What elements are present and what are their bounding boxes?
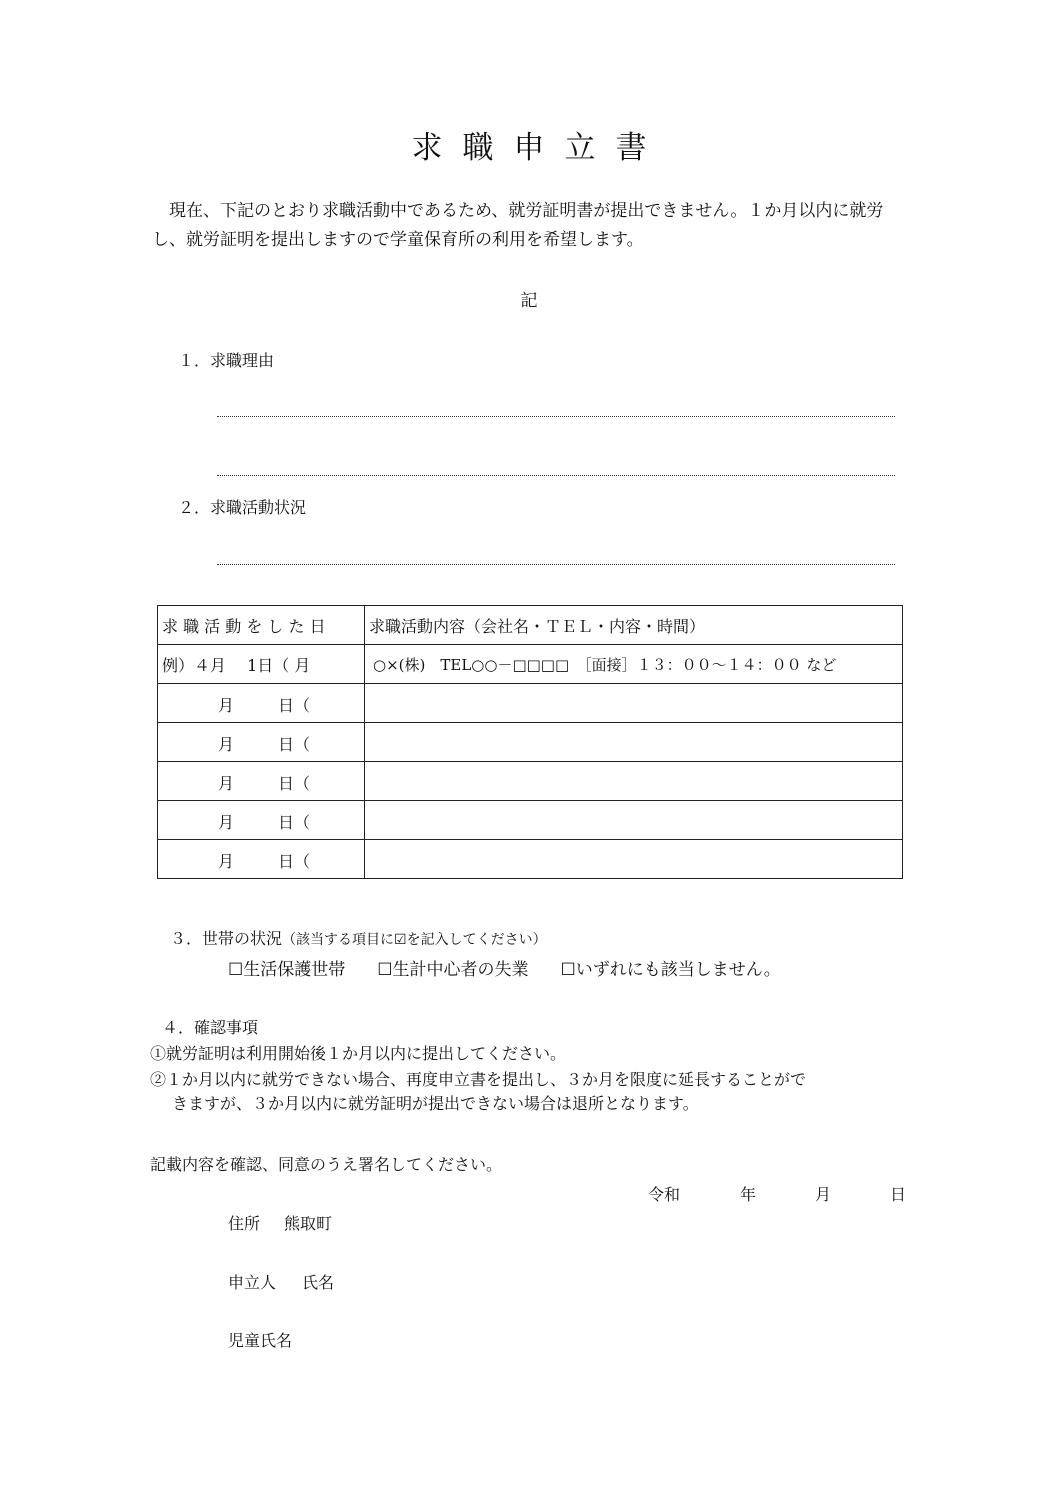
section2-heading: ２．求職活動状況	[178, 498, 307, 517]
confirm-item-1: ①就労証明は利用開始後１か月以内に提出してください。	[150, 1044, 567, 1063]
date-year: 年	[740, 1185, 757, 1204]
status-line[interactable]	[217, 564, 895, 565]
day-label: 日（	[278, 852, 311, 871]
page-title: 求職申立書	[411, 130, 667, 166]
content-cell[interactable]	[365, 762, 903, 801]
date-cell[interactable]	[158, 840, 365, 879]
intro-paragraph	[152, 197, 912, 255]
table-row	[158, 723, 903, 762]
content-cell[interactable]	[365, 840, 903, 879]
example-date: 例）４月 1日（ 月	[158, 645, 365, 684]
option-unemployment-checkbox[interactable]: ☐生計中心者の失業	[377, 960, 529, 980]
example-content-text: ○×(株) TEL○○－□□□□ ［面接］１３：００～１４：００ など	[373, 655, 837, 674]
date-cell[interactable]	[158, 801, 365, 840]
section3-note: （該当する項目に☑を記入してください）	[282, 932, 547, 948]
day-label: 日（	[278, 813, 311, 832]
reason-line-1[interactable]	[217, 416, 895, 417]
table-header-row	[158, 606, 903, 645]
address-value: 熊取町	[284, 1214, 333, 1233]
section3-heading-row	[170, 926, 547, 949]
intro-text: 現在、下記のとおり求職活動中であるため、就労証明書が提出できません。１か月以内に就労し、就労証明を提出しますので学童保育所の利用を希望します。	[152, 201, 884, 250]
confirm-item-2-line2: きますが、３か月以内に就労証明が提出できない場合は退所となります。	[172, 1094, 699, 1113]
table-row-example	[158, 645, 903, 684]
name-label: 氏名	[302, 1273, 335, 1292]
content-cell[interactable]	[365, 801, 903, 840]
date-era: 令和	[648, 1185, 681, 1204]
day-label: 日（	[278, 735, 311, 754]
option-welfare-checkbox[interactable]: ☐生活保護世帯	[228, 960, 346, 980]
ki-label: 記	[520, 291, 538, 311]
applicant-label: 申立人	[228, 1273, 277, 1292]
content-cell[interactable]	[365, 723, 903, 762]
table-row	[158, 801, 903, 840]
section3-heading: ３．世帯の状況	[170, 929, 283, 948]
header-content: 求職活動内容（会社名・ＴＥＬ・内容・時間）	[365, 606, 903, 645]
child-name-label: 児童氏名	[228, 1331, 293, 1350]
table-row	[158, 684, 903, 723]
option-none-checkbox[interactable]: ☐いずれにも該当しません。	[560, 960, 781, 980]
month-label: 月	[218, 696, 235, 715]
month-label: 月	[218, 774, 235, 793]
date-cell[interactable]	[158, 684, 365, 723]
table-row	[158, 762, 903, 801]
consent-text: 記載内容を確認、同意のうえ署名してください。	[150, 1155, 503, 1174]
date-cell[interactable]	[158, 762, 365, 801]
activity-table	[157, 605, 903, 879]
address-label: 住所	[228, 1214, 261, 1233]
content-cell[interactable]	[365, 684, 903, 723]
date-day: 日	[890, 1185, 907, 1204]
day-label: 日（	[278, 774, 311, 793]
example-content	[365, 645, 903, 684]
month-label: 月	[218, 813, 235, 832]
section1-heading: １．求職理由	[178, 351, 275, 370]
confirm-item-2-line1: ②１か月以内に就労できない場合、再度申立書を提出し、３か月を限度に延長することがで	[150, 1070, 807, 1089]
month-label: 月	[218, 852, 235, 871]
date-month: 月	[815, 1185, 832, 1204]
date-cell[interactable]	[158, 723, 365, 762]
household-options	[228, 955, 813, 980]
month-label: 月	[218, 735, 235, 754]
table-row	[158, 840, 903, 879]
reason-line-2[interactable]	[217, 475, 895, 476]
section4-heading: ４．確認事項	[162, 1018, 259, 1037]
day-label: 日（	[278, 696, 311, 715]
header-date: 求 職 活 動 を し た 日	[158, 606, 365, 645]
